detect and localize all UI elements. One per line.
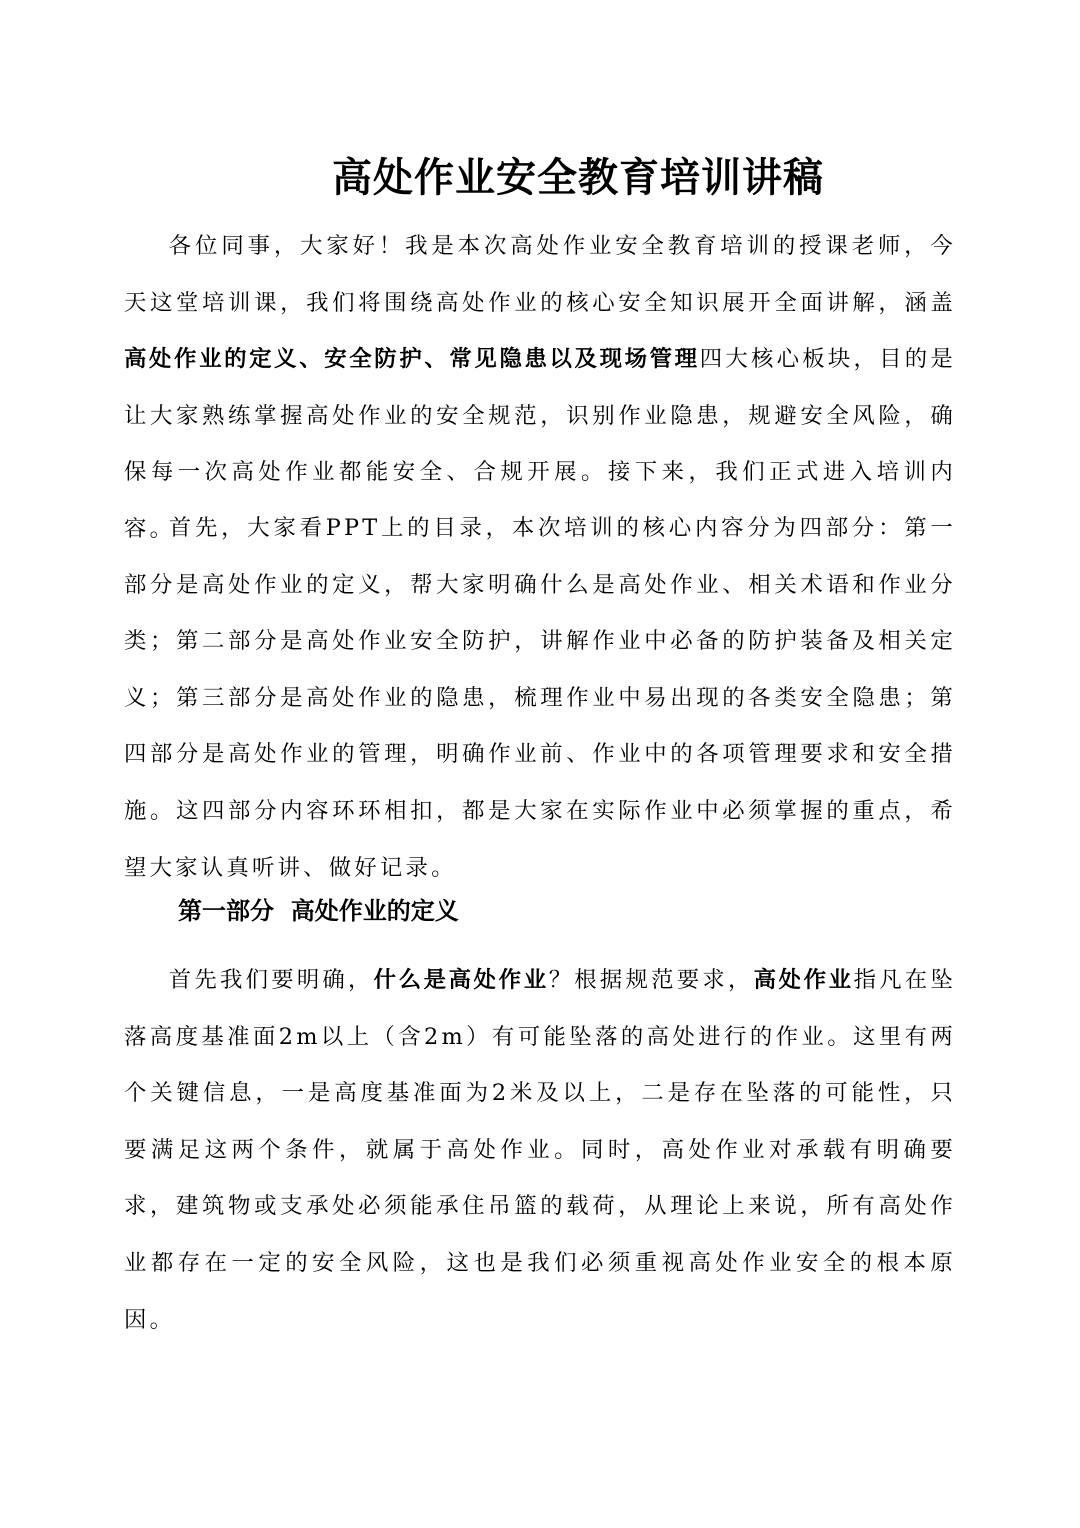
section-1-paragraph [124,952,956,1348]
section-1-text-c: 指凡在坠落高度基准面2m以上（含2m）有可能坠落的高处进行的作业。这里有两个关键信息，一是高度基准面为2米及以上，二是存在坠落的可能性，只要满足这两个条件，就属于高处作业。同时，高处作业对承载有明确要求，建筑物或支承处必须能承住吊篮的载荷，从理论上来说，所有高处作业都存在一定的安全风险，这也是我们必须重视高处作业安全的根本原因。 [124,967,957,1333]
outline-paragraph: 首先，大家看PPT上的目录，本次培训的核心内容分为四部分：第一部分是高处作业的定义，帮大家明确什么是高处作业、相关术语和作业分类；第二部分是高处作业安全防护，讲解作业中必备的防护装备及相关定义；第三部分是高处作业的隐患，梳理作业中易出现的各类安全隐患；第四部分是高处作业的管理，明确作业前、作业中的各项管理要求和安全措施。这四部分内容环环相扣，都是大家在实际作业中必须掌握的重点，希望大家认真听讲、做好记录。 [124,515,956,881]
intro-text-end: 四大核心板块，目的是让大家熟练掌握高处作业的安全规范，识别作业隐患，规避安全风险，确保每一次高处作业都能安全、合规开展。接下来，我们正式进入培训内容。 [124,346,956,542]
section-1-bold-term: 高处作业 [753,967,854,993]
section-1-bold-question: 什么是高处作业 [373,967,549,993]
section-1-text-a: 首先我们要明确， [168,967,374,993]
section-1-text-b: ？根据规范要求， [548,967,754,993]
intro-bold-topics: 高处作业的定义、安全防护、常见隐患以及现场管理 [124,346,700,373]
intro-text-start: 各位同事，大家好！我是本次高处作业安全教育培训的授课老师，今天这堂培训课，我们将围绕高处作业的核心安全知识展开全面讲解，涵盖 [124,233,956,316]
section-1-heading: 第一部分 高处作业的定义 [178,897,459,925]
document-title: 高处作业安全教育培训讲稿 [332,155,824,201]
